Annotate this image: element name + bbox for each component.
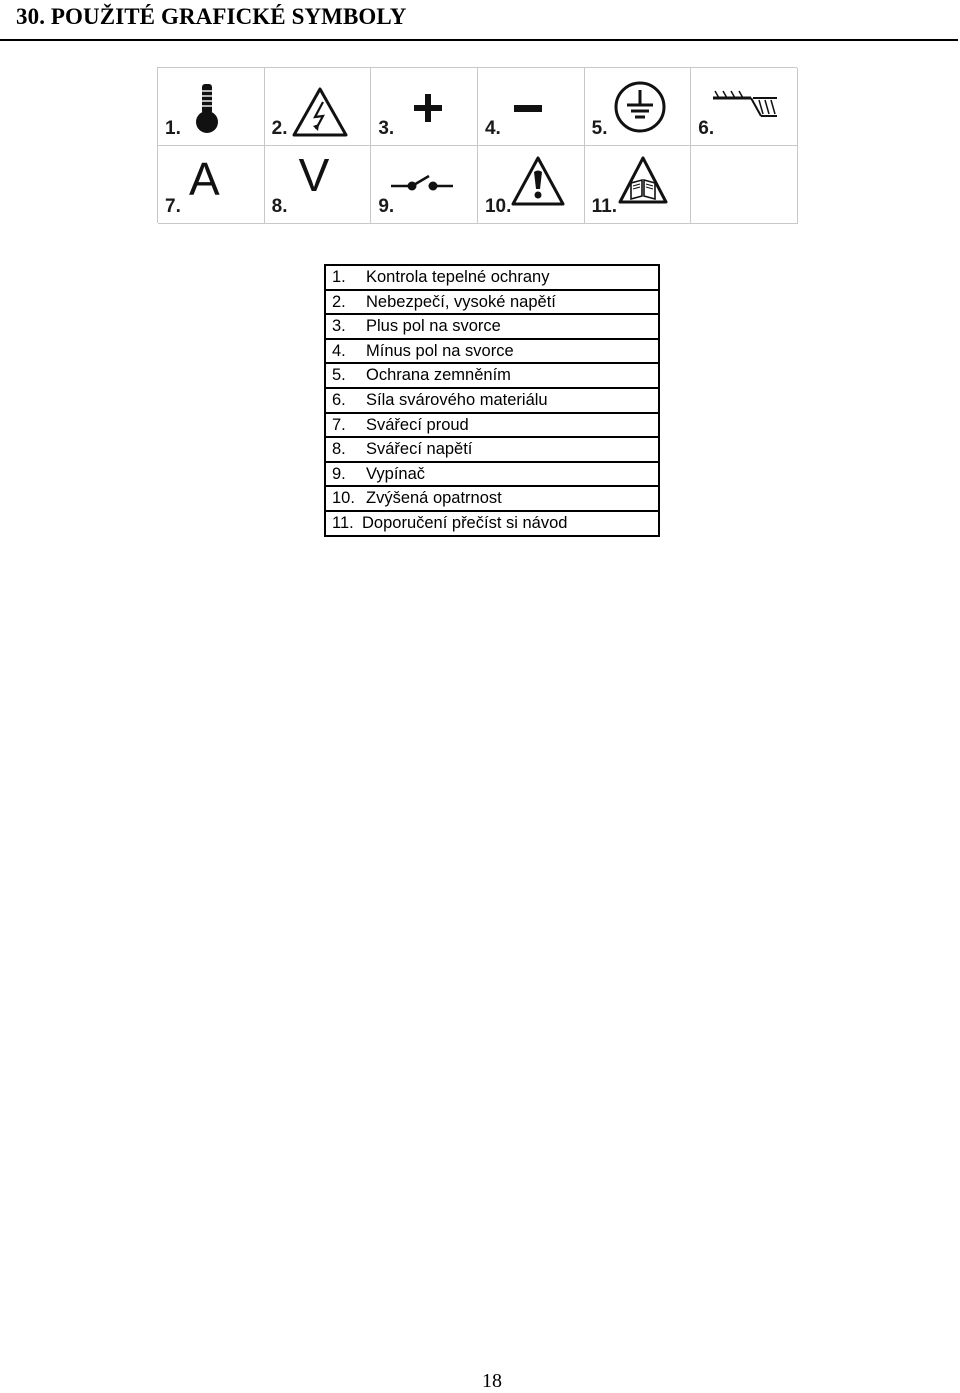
symbol-number: 3. [378,118,395,139]
legend-row [326,266,658,291]
symbol-cell-2 [265,68,372,146]
legend-row [326,340,658,365]
symbol-legend-table [324,264,660,537]
legend-text: Mínus pol na svorce [366,341,514,360]
symbol-cell-5 [585,68,692,146]
legend-number: 11. [332,513,354,532]
ampere-icon: A [189,153,220,205]
symbol-cell-10 [478,146,585,224]
symbol-number: 5. [591,118,608,139]
legend-number: 3. [332,317,346,336]
symbol-cell-1 [158,68,265,146]
legend-row [326,389,658,414]
legend-number: 10. [332,489,355,508]
symbol-cell-9 [371,146,478,224]
legend-number: 8. [332,440,346,459]
symbol-cell-11 [585,146,692,224]
legend-text: Síla svárového materiálu [366,390,548,409]
symbol-number: 2. [271,118,288,139]
legend-text: Doporučení přečíst si návod [362,513,568,532]
legend-text: Ochrana zemněním [366,366,511,385]
legend-row [326,438,658,463]
symbol-number: 4. [484,118,501,139]
symbol-cell-4 [478,68,585,146]
legend-text: Zvýšená opatrnost [366,489,502,508]
page-number: 18 [482,1370,502,1392]
symbol-cell-empty [691,146,798,224]
title-divider [0,39,958,41]
weld-thickness-icon [711,88,781,120]
legend-row [326,364,658,389]
legend-number: 1. [332,268,346,286]
symbol-cell-7 [158,146,265,224]
legend-number: 6. [332,390,346,409]
legend-text: Kontrola tepelné ochrany [366,268,550,286]
legend-row [326,487,658,512]
legend-text: Vypínač [366,464,426,483]
legend-row [326,291,658,316]
legend-row [326,463,658,488]
legend-text: Plus pol na svorce [366,317,501,336]
symbol-cell-3 [371,68,478,146]
caution-icon [510,155,566,207]
symbol-number: 10. [484,196,512,217]
legend-text: Nebezpečí, vysoké napětí [366,292,556,311]
symbol-number: 6. [698,118,715,139]
legend-row [326,512,658,537]
volt-icon: V [298,149,330,201]
minus-icon [512,104,544,114]
high-voltage-warning-icon [291,86,349,138]
legend-text: Svářecí napětí [366,440,473,459]
symbol-cell-8 [265,146,372,224]
symbol-number: 8. [271,196,288,217]
legend-text: Svářecí proud [366,415,469,434]
legend-number: 4. [332,341,346,360]
legend-number: 7. [332,415,346,434]
read-manual-icon [617,155,669,205]
thermometer-icon [194,82,220,136]
symbol-number: 9. [378,196,395,217]
symbol-number: 1. [165,118,181,139]
switch-icon [389,172,455,198]
legend-number: 2. [332,292,346,311]
symbol-number: 11. [591,196,617,217]
legend-row [326,315,658,340]
plus-icon [412,92,444,124]
legend-number: 9. [332,464,346,483]
symbol-grid [157,67,797,223]
ground-icon [613,80,667,134]
page-title: 30. POUŽITÉ GRAFICKÉ SYMBOLY [16,4,407,29]
legend-row [326,414,658,439]
legend-number: 5. [332,366,346,385]
symbol-cell-6 [691,68,798,146]
symbol-number: 7. [165,196,181,217]
